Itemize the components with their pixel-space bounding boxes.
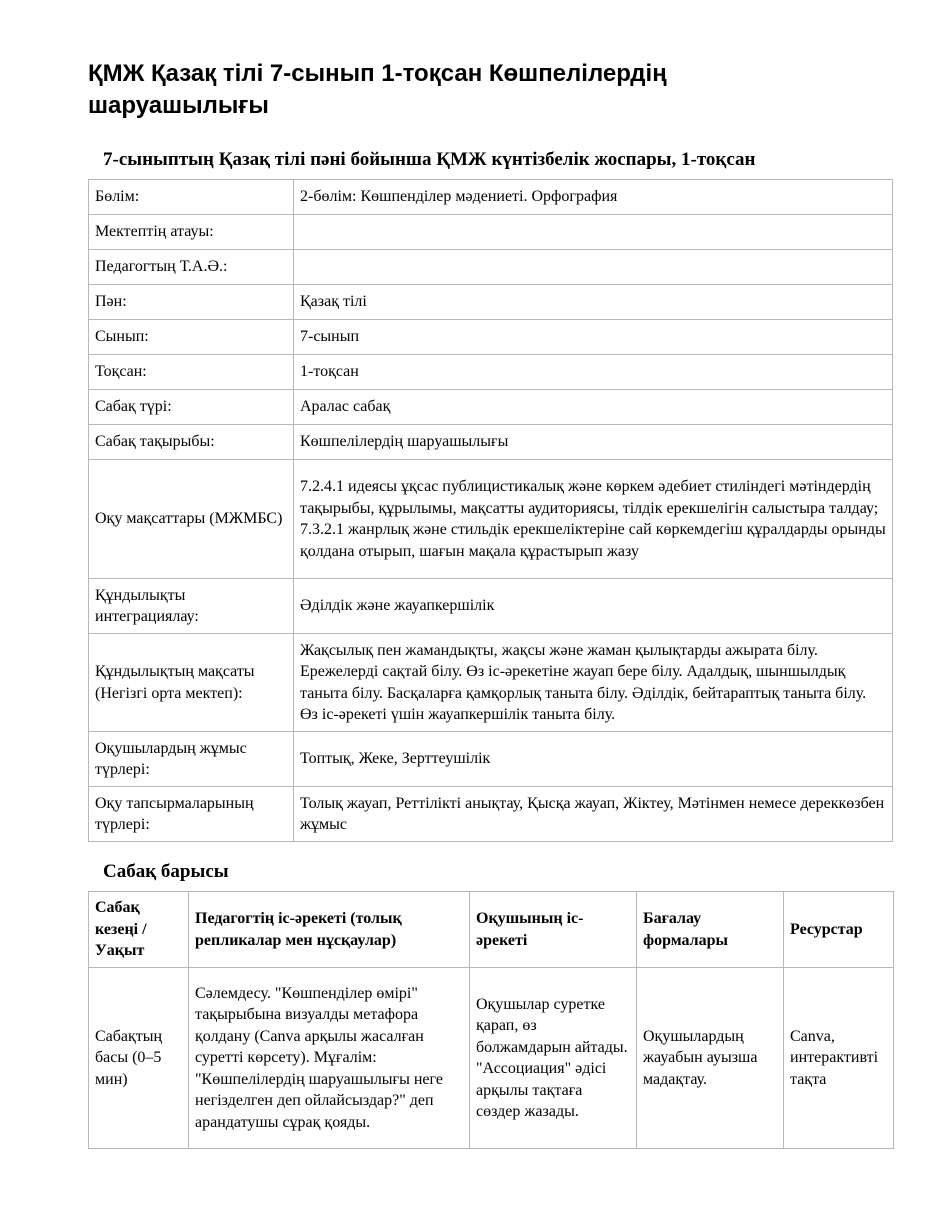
info-row-school <box>89 215 893 250</box>
info-value: 7-сынып <box>294 320 893 355</box>
info-row-learning-objectives <box>89 460 893 579</box>
info-row-work-forms <box>89 732 893 787</box>
teacher-activity-cell: Сәлемдесу. "Көшпенділер өмірі" тақырыбына визуалды метафора қолдану (Canva арқылы жасалған суретті көрсету). Мұғалім: "Көшпелілердің шаруашылығы неге негізделген деп ойлайсыздар?" деп арандатушы сұрақ қояды. <box>189 968 470 1149</box>
info-row-topic <box>89 425 893 460</box>
info-row-lesson-type <box>89 390 893 425</box>
info-row-value-integration <box>89 579 893 634</box>
resources-cell: Canva, интерактивті тақта <box>784 968 894 1149</box>
info-value <box>294 215 893 250</box>
info-label: Оқу тапсырмаларының түрлері: <box>89 787 294 842</box>
info-value: Әділдік және жауапкершілік <box>294 579 893 634</box>
info-label: Құндылықтың мақсаты (Негізгі орта мектеп): <box>89 634 294 732</box>
info-label: Оқу мақсаттары (МЖМБС) <box>89 460 294 579</box>
column-header-stage: Сабақ кезеңі / Уақыт <box>89 892 189 968</box>
table-row <box>89 968 894 1149</box>
column-header-assessment: Бағалау формалары <box>637 892 784 968</box>
lesson-course-table <box>88 891 894 1149</box>
info-value: 2-бөлім: Көшпенділер мәдениеті. Орфография <box>294 180 893 215</box>
info-value: Көшпелілердің шаруашылығы <box>294 425 893 460</box>
info-label: Сабақ тақырыбы: <box>89 425 294 460</box>
info-row-subject <box>89 285 893 320</box>
lesson-info-table <box>88 179 893 842</box>
info-row-grade <box>89 320 893 355</box>
info-row-task-types <box>89 787 893 842</box>
info-row-section <box>89 180 893 215</box>
info-value <box>294 250 893 285</box>
column-header-teacher-activity: Педагогтің іс-әрекеті (толық репликалар мен нұсқаулар) <box>189 892 470 968</box>
info-value: Қазақ тілі <box>294 285 893 320</box>
stage-cell: Сабақтың басы (0–5 мин) <box>89 968 189 1149</box>
document-title: ҚМЖ Қазақ тілі 7-сынып 1-тоқсан Көшпелілердің шаруашылығы <box>88 60 667 119</box>
info-row-quarter <box>89 355 893 390</box>
info-label: Сабақ түрі: <box>89 390 294 425</box>
info-label: Пән: <box>89 285 294 320</box>
plan-heading: 7-сыныптың Қазақ тілі пәні бойынша ҚМЖ күнтізбелік жоспары, 1-тоқсан <box>103 149 756 170</box>
column-header-student-activity: Оқушының іс-әрекеті <box>470 892 637 968</box>
info-value: 7.2.4.1 идеясы ұқсас публицистикалық және көркем әдебиет стиліндегі мәтіндердің тақырыбы, құрылымы, мақсатты аудиториясы, тілдік ерекшелігін салыстыра талдау; 7.3.2.1 жанрлық және стильдік ерекшеліктеріне сай көркемдегіш құралдарды орынды қолдана отырып, шағын мақала құрастырып жазу <box>294 460 893 579</box>
info-value: Толық жауап, Реттілікті анықтау, Қысқа жауап, Жіктеу, Мәтінмен немесе дереккөзбен жұмыс <box>294 787 893 842</box>
info-value: 1-тоқсан <box>294 355 893 390</box>
student-activity-cell: Оқушылар суретке қарап, өз болжамдарын айтады. "Ассоциация" әдісі арқылы тақтаға сөздер жазады. <box>470 968 637 1149</box>
info-label: Педагогтың Т.А.Ә.: <box>89 250 294 285</box>
info-label: Оқушылардың жұмыс түрлері: <box>89 732 294 787</box>
info-value: Жақсылық пен жамандықты, жақсы және жаман қылықтарды ажырата білу. Ережелерді сақтай білу. Өз іс-әрекетіне жауап бере білу. Адалдық, шыншылдық таныта білу. Басқаларға қамқорлық таныта білу. Әділдік, бейтараптық таныта білу. Өз іс-әрекеті үшін жауапкершілік таныта білу. <box>294 634 893 732</box>
info-label: Бөлім: <box>89 180 294 215</box>
info-value: Топтық, Жеке, Зерттеушілік <box>294 732 893 787</box>
column-header-resources: Ресурстар <box>784 892 894 968</box>
info-row-value-goal <box>89 634 893 732</box>
info-label: Сынып: <box>89 320 294 355</box>
info-value: Аралас сабақ <box>294 390 893 425</box>
course-header-row <box>89 892 894 968</box>
info-row-teacher <box>89 250 893 285</box>
assessment-cell: Оқушылардың жауабын ауызша мадақтау. <box>637 968 784 1149</box>
info-label: Тоқсан: <box>89 355 294 390</box>
info-label: Мектептің атауы: <box>89 215 294 250</box>
course-heading: Сабақ барысы <box>103 861 229 882</box>
info-label: Құндылықты интеграциялау: <box>89 579 294 634</box>
